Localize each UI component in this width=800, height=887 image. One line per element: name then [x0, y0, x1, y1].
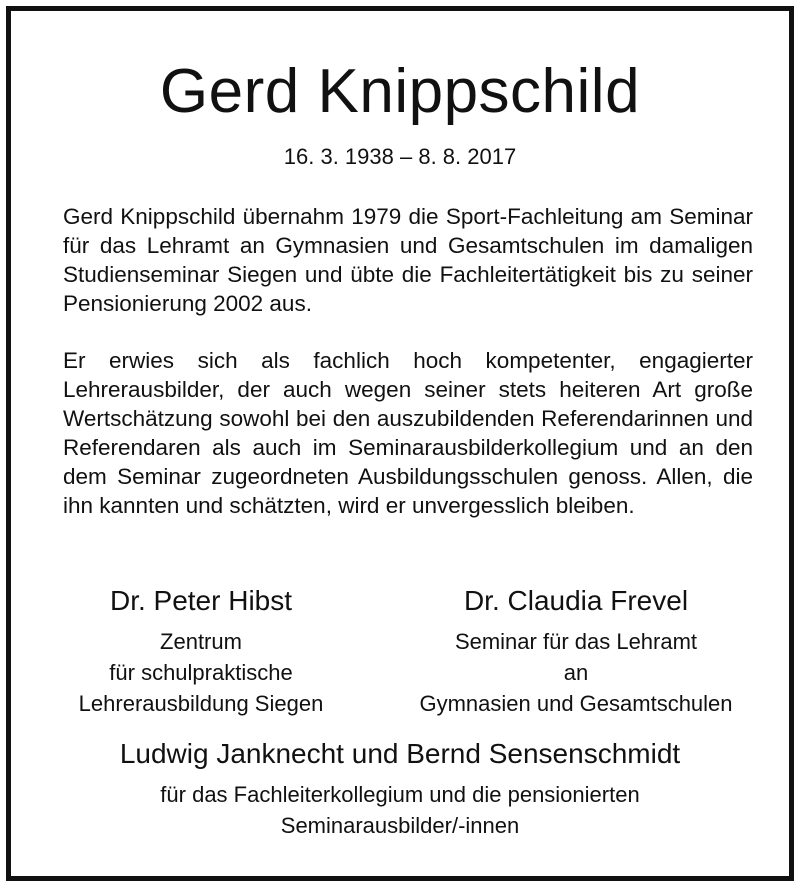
signatory-affiliation-line: für das Fachleiterkollegium und die pensionierten	[160, 782, 640, 807]
obituary-frame	[6, 6, 794, 881]
signatory-affiliation-line: Seminarausbilder/-innen	[280, 813, 520, 838]
signatory-name: Dr. Claudia Frevel	[463, 585, 689, 616]
signatory-affiliation-line: Lehrerausbildung Siegen	[78, 691, 324, 716]
signature-block-left	[51, 584, 351, 719]
signatory-name: Dr. Peter Hibst	[109, 585, 293, 616]
signatory-affiliation-line: Seminar für das Lehramt	[454, 629, 698, 654]
signatory-names: Ludwig Janknecht und Bernd Sensenschmidt	[119, 738, 681, 769]
signatory-affiliation-line: Zentrum	[160, 629, 242, 654]
signature-block-bottom	[11, 737, 789, 841]
deceased-name: Gerd Knippschild	[159, 57, 641, 126]
signatory-affiliation-line: Gymnasien und Gesamtschulen	[419, 691, 733, 716]
obituary-paragraph-1: Gerd Knippschild übernahm 1979 die Sport-Fachleitung am Seminar für das Lehramt an Gymnasien und Gesamtschulen im damaligen Studienseminar Siegen und übte die Fachleitertätigkeit bis zu seiner Pensionierung 2002 aus.	[63, 204, 753, 316]
signatory-affiliation-line: für schulpraktische	[109, 660, 293, 685]
signatory-affiliation-line: an	[563, 660, 589, 685]
obituary-paragraph-2: Er erwies sich als fachlich hoch kompetenter, engagierter Lehrerausbilder, der auch wegen seiner stets heiteren Art große Wertschätzung sowohl bei den auszubildenden Referendarinnen und Referendaren als auch im Seminarausbilderkollegium und an den dem Seminar zugeordneten Ausbildungsschulen genoss. Allen, die ihn kannten und schätzten, wird er unvergesslich bleiben.	[63, 348, 753, 518]
signature-block-right	[381, 584, 771, 719]
life-dates: 16. 3. 1938 – 8. 8. 2017	[283, 144, 517, 169]
